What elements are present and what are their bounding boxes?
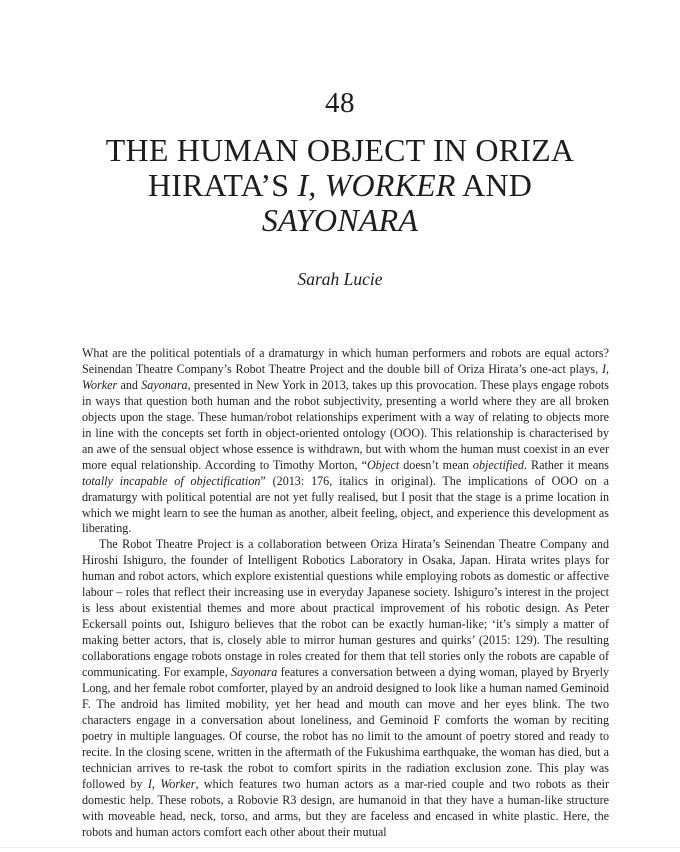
chapter-number: 48	[325, 87, 355, 119]
body-text	[82, 346, 609, 841]
italic-text-segment: I, Worker	[82, 361, 609, 392]
page-bottom-edge	[0, 847, 680, 848]
text-segment: . Rather it means	[523, 457, 609, 472]
italic-text-segment: objectified	[472, 457, 524, 472]
text-segment: , which features two human actors as a mar-ried couple and two robots as their domestic help. These robots, a Robovie R3 design, are humanoid in that they have a human-like structure with moveable head, neck, torso, and arms, but they are faceless and encased in white plastic. Here, the robots and human actors comfort each other about their mutual	[82, 776, 609, 839]
chapter-title	[40, 133, 640, 238]
body-paragraph	[82, 346, 609, 537]
author-name: Sarah Lucie	[297, 269, 383, 289]
italic-text-segment: Sayonara	[230, 665, 278, 680]
title-italic-i-worker: I, WORKER	[297, 167, 456, 203]
italic-text-segment: Sayonara	[141, 377, 188, 392]
title-italic-sayonara: SAYONARA	[261, 202, 419, 238]
text-segment: doesn’t mean	[399, 457, 473, 472]
text-segment: features a conversation between a dying woman, played by Bryerly Long, and her female robot comforter, played by an android designed to look like a human named Geminoid F. The android has limited mobility, yet her head and mouth can move and her eyes blink. The two characters engage in a conversation about loneliness, and Geminoid F comforts the woman by reciting poetry in multiple languages. Of course, the robot has no limit to the amount of poetry stored and ready to recite. In the closing scene, written in the aftermath of the Fukushima earthquake, the woman has died, but a technician arrives to re-task the robot to comfort spirits in the radiation exclusion zone. This play was followed by	[82, 665, 609, 791]
title-text-and: AND	[455, 167, 533, 203]
text-segment: The Robot Theatre Project is a collaboration between Oriza Hirata’s Seinendan Theatre Company and Hiroshi Ishiguro, the founder of Intelligent Robotics Laboratory in Osaka, Japan. Hirata writes plays for human and robot actors, which explore existential questions while employing robots as domestic or affective labour – roles that reflect their increasing use in everyday Japanese society. Ishiguro’s interest in the project is less about existential themes and more about practical improvement of his robotic design. As Peter Eckersall points out, Ishiguro believes that the robot can be exactly human-like; ‘it’s simply a matter of making better actors, that is, closely able to mirror human gestures and quirks’ (2015: 129). The resulting collaborations engage robots onstage in roles created for them that tell stories only the robots are capable of communicating. For example,	[82, 537, 609, 680]
text-segment: ” (2013: 176, italics in original). The implications of OOO on a dramaturgy with political potential are not yet fully realised, but I posit that the stage is a prime location in which we might learn to see the human as another, albeit feeling, object, and experience this development as liberating.	[82, 473, 609, 536]
italic-text-segment: totally incapable of objectification	[82, 473, 261, 488]
text-segment: and	[117, 377, 142, 392]
chapter-title-line-3	[40, 203, 640, 238]
text-segment: What are the political potentials of a dramaturgy in which human performers and robots are equal actors? Seinendan Theatre Company’s Robot Theatre Project and the double bill of Oriza Hirata’s one-act plays,	[82, 346, 609, 376]
text-segment: , presented in New York in 2013, takes up this provocation. These plays engage robots in ways that question both human and the robot subjectivity, presenting a world where they are all broken objects upon the stage. These human/robot relationships experiment with a way of relating to objects more in line with the concepts set forth in object-oriented ontology (OOO). This relationship is characterised by an awe of the sensual object whose essence is withdrawn, but with whom the human must coexist in an ever more equal relationship. According to Timothy Morton, “	[82, 377, 609, 472]
body-paragraph	[82, 537, 609, 840]
chapter-title-line-1: THE HUMAN OBJECT IN ORIZA	[105, 132, 575, 168]
chapter-title-line-2	[40, 168, 640, 203]
italic-text-segment: I, Worker	[147, 776, 196, 791]
title-text-hirata: HIRATA’S	[147, 167, 298, 203]
italic-text-segment: Object	[366, 457, 400, 472]
